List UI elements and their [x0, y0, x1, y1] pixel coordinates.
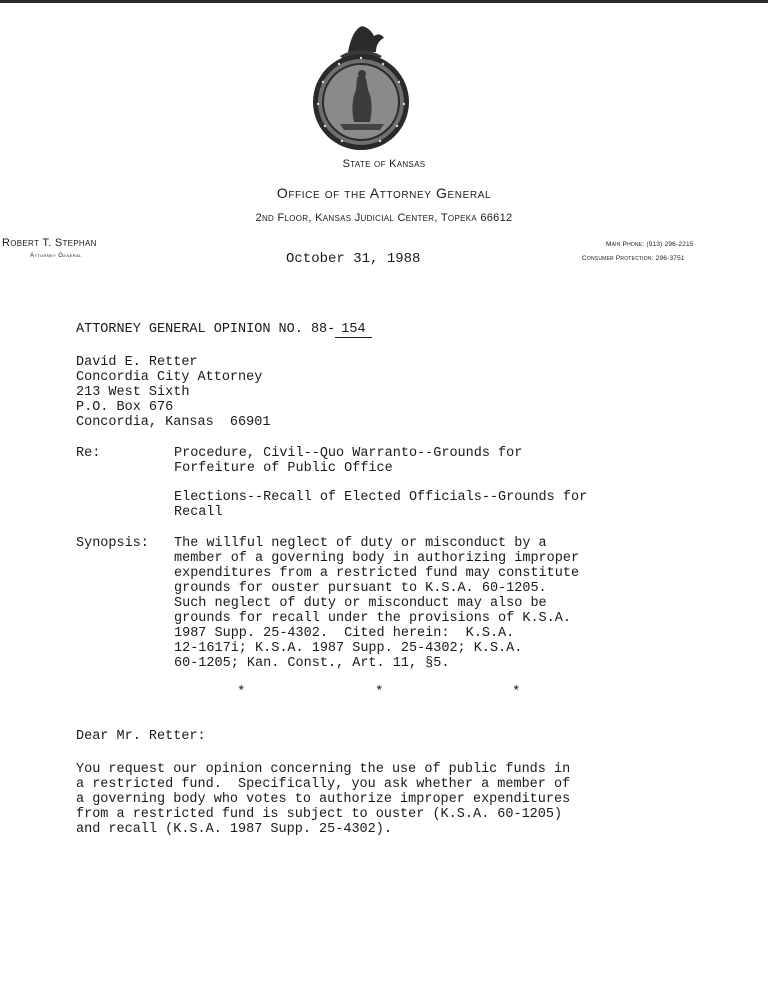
salutation: Dear Mr. Retter: — [76, 729, 206, 744]
re-label: Re: — [76, 446, 101, 461]
main-phone: Main Phone: (913) 296-2215 — [606, 241, 694, 248]
recipient-line: Concordia, Kansas 66901 — [76, 415, 271, 430]
separator-star: * — [512, 684, 521, 700]
synopsis-line: Such neglect of duty or misconduct may also be — [174, 596, 547, 611]
recipient-line: David E. Retter — [76, 355, 198, 370]
body-line: You request our opinion concerning the use of public funds in — [76, 762, 571, 777]
synopsis-line: 12-1617i; K.S.A. 1987 Supp. 25-4302; K.S.A. — [174, 641, 523, 656]
synopsis-line: grounds for recall under the provisions of K.S.A. — [174, 611, 571, 626]
consumer-protection-phone: Consumer Protection: 296-3751 — [582, 255, 685, 262]
synopsis-line: The willful neglect of duty or misconduct by a — [174, 536, 547, 551]
recipient-line: Concordia City Attorney — [76, 370, 263, 385]
re-topic-line: Forfeiture of Public Office — [174, 461, 393, 476]
separator-star: * — [237, 684, 246, 700]
synopsis-line: grounds for ouster pursuant to K.S.A. 60-1205. — [174, 581, 547, 596]
letter-date: October 31, 1988 — [286, 251, 421, 267]
body-line: a restricted fund. Specifically, you ask whether a member of — [76, 777, 571, 792]
attorney-general-name: Robert T. Stephan — [2, 237, 97, 249]
body-line: and recall (K.S.A. 1987 Supp. 25-4302). — [76, 822, 392, 837]
body-line: from a restricted fund is subject to ouster (K.S.A. 60-1205) — [76, 807, 563, 822]
opinion-prefix: ATTORNEY GENERAL OPINION NO. 88- — [76, 322, 336, 337]
opinion-heading — [76, 322, 372, 338]
synopsis-line: 60-1205; Kan. Const., Art. 11, §5. — [174, 656, 450, 671]
re-topic-line: Recall — [174, 505, 223, 520]
synopsis-line: expenditures from a restricted fund may constitute — [174, 566, 580, 581]
separator-star: * — [375, 684, 384, 700]
re-topic-line: Procedure, Civil--Quo Warranto--Grounds for — [174, 446, 523, 461]
attorney-general-title: Attorney General — [30, 253, 82, 259]
letterhead-office: Office of the Attorney General — [276, 185, 492, 201]
letterhead-address: 2nd Floor, Kansas Judicial Center, Topeka 66612 — [255, 212, 513, 224]
synopsis-line: member of a governing body in authorizing improper — [174, 551, 580, 566]
re-topic-line: Elections--Recall of Elected Officials--Grounds for — [174, 490, 588, 505]
state-seal-icon — [300, 22, 420, 152]
recipient-line: 213 West Sixth — [76, 385, 190, 400]
scan-top-edge — [0, 0, 768, 3]
recipient-line: P.O. Box 676 — [76, 400, 174, 415]
opinion-number: 154 — [335, 322, 371, 338]
letterhead-state: State of Kansas — [342, 158, 426, 170]
synopsis-line: 1987 Supp. 25-4302. Cited herein: K.S.A. — [174, 626, 515, 641]
synopsis-label: Synopsis: — [76, 536, 149, 551]
body-line: a governing body who votes to authorize improper expenditures — [76, 792, 571, 807]
